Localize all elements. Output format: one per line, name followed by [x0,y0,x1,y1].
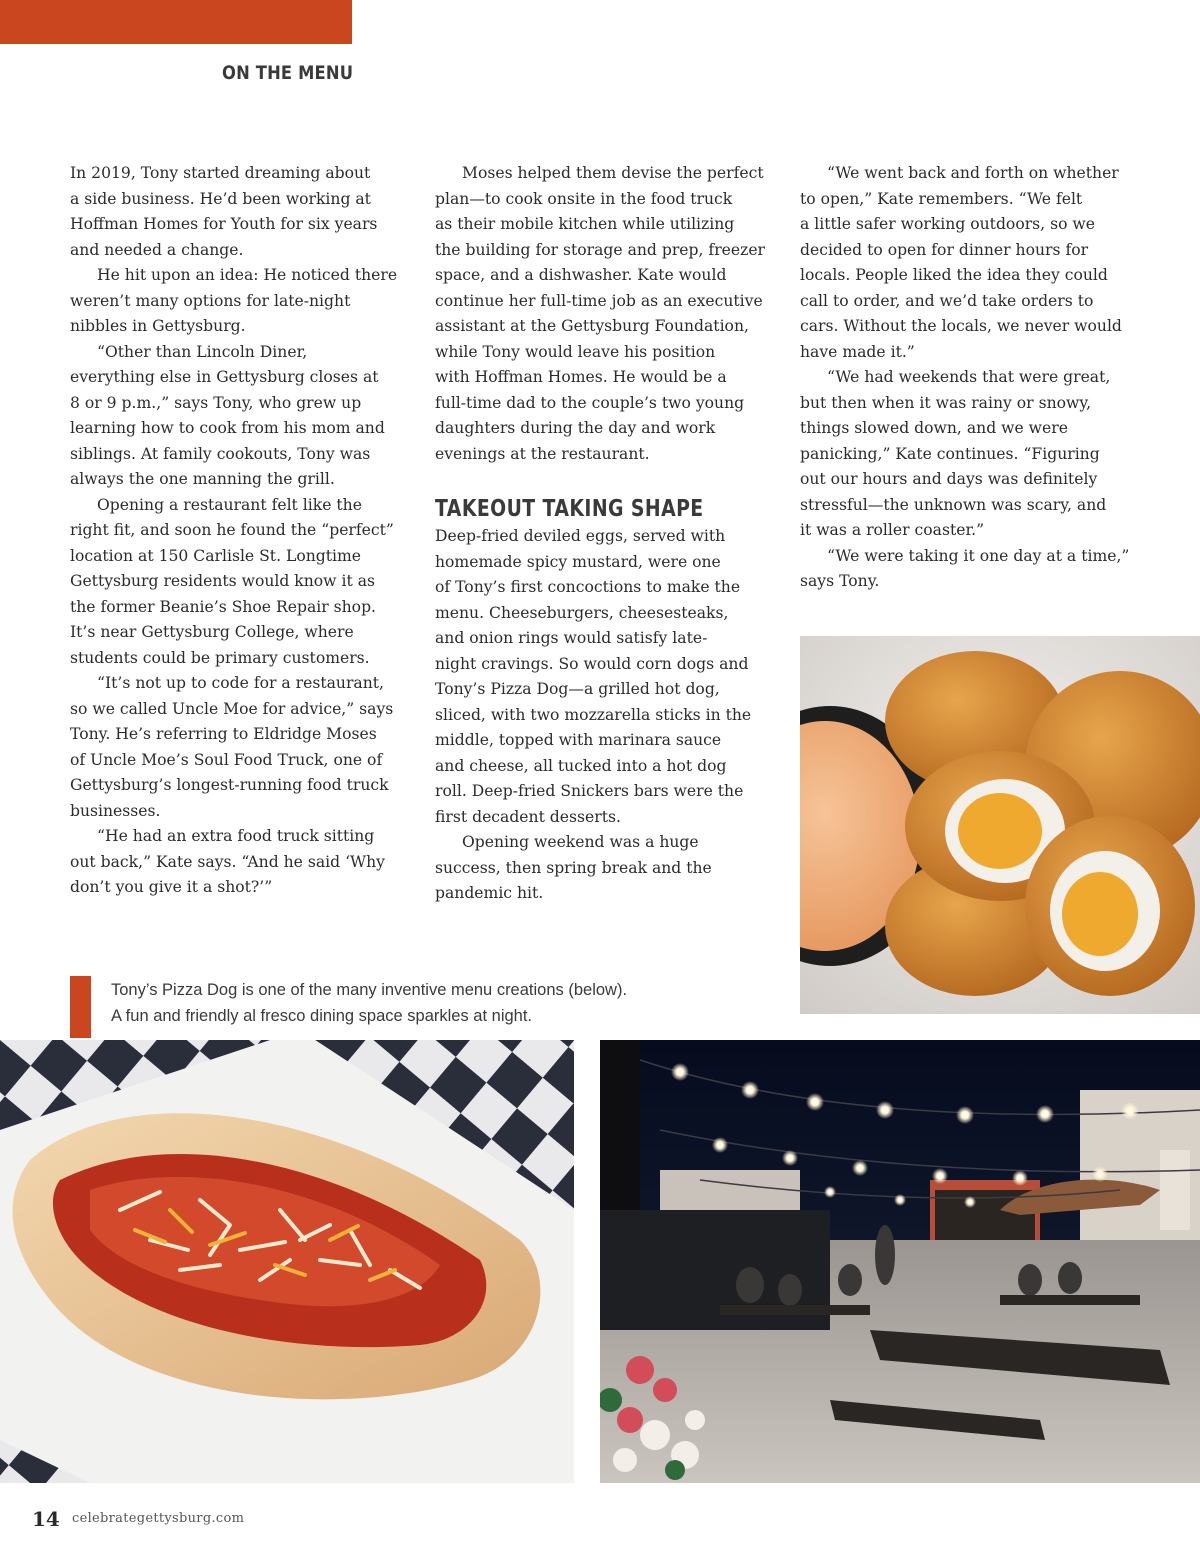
paragraph-line: plan—to cook onsite in the food truck [435,189,733,208]
paragraph-line: middle, topped with marinara sauce [435,731,722,749]
paragraph-line: siblings. At family cookouts, Tony was [70,444,371,463]
paragraph-line: the building for storage and prep, freezer [435,240,766,259]
article-column-2 [435,161,775,907]
paragraph-line: out back,” Kate says. “And he said ‘Why [70,852,385,871]
paragraph-line: things slowed down, and we were [800,419,1068,437]
paragraph-line: He hit upon an idea: He noticed there [97,266,398,284]
paragraph-line: continue her full-time job as an executive [435,291,763,310]
accent-bar [0,0,352,44]
paragraph-line: It’s near Gettysburg College, where [70,623,354,641]
paragraph-line: locals. People liked the idea they could [800,266,1108,284]
paragraph-line: “We went back and forth on whether [827,164,1119,182]
paragraph-line: and cheese, all tucked into a hot dog [435,756,727,775]
caption-line: Tony’s Pizza Dog is one of the many inventive menu creations (below). [111,981,628,999]
paragraph-line: menu. Cheeseburgers, cheesesteaks, [435,603,729,622]
paragraph-line: while Tony would leave his position [435,342,716,361]
paragraph-line: evenings at the restaurant. [435,444,650,463]
paragraph-line: roll. Deep-fried Snickers bars were the [435,782,744,800]
paragraph-line: everything else in Gettysburg closes at [70,368,379,386]
pizza-dog-photo [0,1040,574,1483]
page-number: 14 [32,1507,60,1531]
paragraph-line: decided to open for dinner hours for [800,240,1089,259]
website-url: celebrategettysburg.com [72,1511,245,1526]
paragraph-line: homemade spicy mustard, were one [435,552,721,571]
paragraph-line: full-time dad to the couple’s two young [435,393,745,412]
paragraph-line: it was a roller coaster.” [800,521,985,539]
paragraph-line: have made it.” [800,342,915,361]
paragraph-line: “We had weekends that were great, [827,368,1111,386]
paragraph-line: of Uncle Moe’s Soul Food Truck, one of [70,750,383,769]
paragraph-line: panicking,” Kate continues. “Figuring [800,444,1100,463]
paragraph-line: Hoffman Homes for Youth for six years [70,215,378,233]
paragraph-line: Tony. He’s referring to Eldridge Moses [70,725,377,743]
paragraph-line: students could be primary customers. [70,648,370,667]
paragraph-line: Deep-fried deviled eggs, served with [435,527,726,545]
paragraph-line: nibbles in Gettysburg. [70,317,246,335]
paragraph-line: and needed a change. [70,240,244,259]
paragraph-line: weren’t many options for late-night [70,291,351,310]
paragraph-line: with Hoffman Homes. He would be a [435,368,727,386]
paragraph-line: success, then spring break and the [435,858,712,877]
photo-caption [111,977,627,1029]
paragraph-line: but then when it was rainy or snowy, [800,393,1092,412]
paragraph-line: Moses helped them devise the perfect [462,164,764,182]
paragraph-line: Tony’s Pizza Dog—a grilled hot dog, [435,680,720,698]
section-label: ON THE MENU [222,62,354,84]
paragraph-line: Opening weekend was a huge [462,833,699,851]
paragraph-line: and onion rings would satisfy late- [435,629,708,647]
paragraph-line: says Tony. [800,572,880,590]
paragraph-line: In 2019, Tony started dreaming about [70,164,371,182]
paragraph-line: 8 or 9 p.m.,” says Tony, who grew up [70,393,362,412]
paragraph-line: location at 150 Carlisle St. Longtime [70,546,362,565]
paragraph-line: call to order, and we’d take orders to [800,291,1094,310]
paragraph-line: a little safer working outdoors, so we [800,215,1096,233]
caption-line: A fun and friendly al fresco dining space sparkles at night. [111,1007,532,1025]
paragraph-line: to open,” Kate remembers. “We felt [800,189,1083,208]
paragraph-line: so we called Uncle Moe for advice,” says [70,699,394,718]
paragraph-line: businesses. [70,801,161,820]
paragraph-line: of Tony’s first concoctions to make the [435,578,741,596]
paragraph-line: always the one manning the grill. [70,470,335,488]
paragraph-line: the former Beanie’s Shoe Repair shop. [70,597,377,616]
deviled-eggs-photo [800,636,1200,1014]
paragraph-line: Gettysburg’s longest-running food truck [70,776,389,794]
paragraph-line: “He had an extra food truck sitting [97,827,375,845]
paragraph-line: cars. Without the locals, we never would [800,317,1122,335]
paragraph-line: “We were taking it one day at a time,” [827,546,1130,565]
paragraph-line: “Other than Lincoln Diner, [97,342,308,361]
article-column-3 [800,161,1140,595]
paragraph-line: first decadent desserts. [435,807,621,826]
paragraph-line: out our hours and days was definitely [800,470,1098,488]
paragraph-line: daughters during the day and work [435,419,716,437]
paragraph-line: space, and a dishwasher. Kate would [435,266,727,284]
night-patio-photo [600,1040,1200,1483]
paragraph-line: Opening a restaurant felt like the [97,495,362,514]
paragraph-line: a side business. He’d been working at [70,189,371,208]
paragraph-line: Gettysburg residents would know it as [70,572,375,590]
caption-accent-bar [70,976,91,1038]
paragraph-line: as their mobile kitchen while utilizing [435,215,735,233]
paragraph-line: assistant at the Gettysburg Foundation, [435,317,749,335]
article-column-1 [70,161,410,901]
paragraph-line: pandemic hit. [435,884,544,902]
paragraph-line: right fit, and soon he found the “perfect” [70,521,394,539]
paragraph-line: “It’s not up to code for a restaurant, [97,674,384,692]
paragraph-line: stressful—the unknown was scary, and [800,495,1107,514]
paragraph-line: don’t you give it a shot?’” [70,878,273,896]
paragraph-line: learning how to cook from his mom and [70,419,385,437]
paragraph-line: night cravings. So would corn dogs and [435,654,749,673]
subheading: TAKEOUT TAKING SHAPE [435,496,704,522]
paragraph-line: sliced, with two mozzarella sticks in the [435,705,752,724]
